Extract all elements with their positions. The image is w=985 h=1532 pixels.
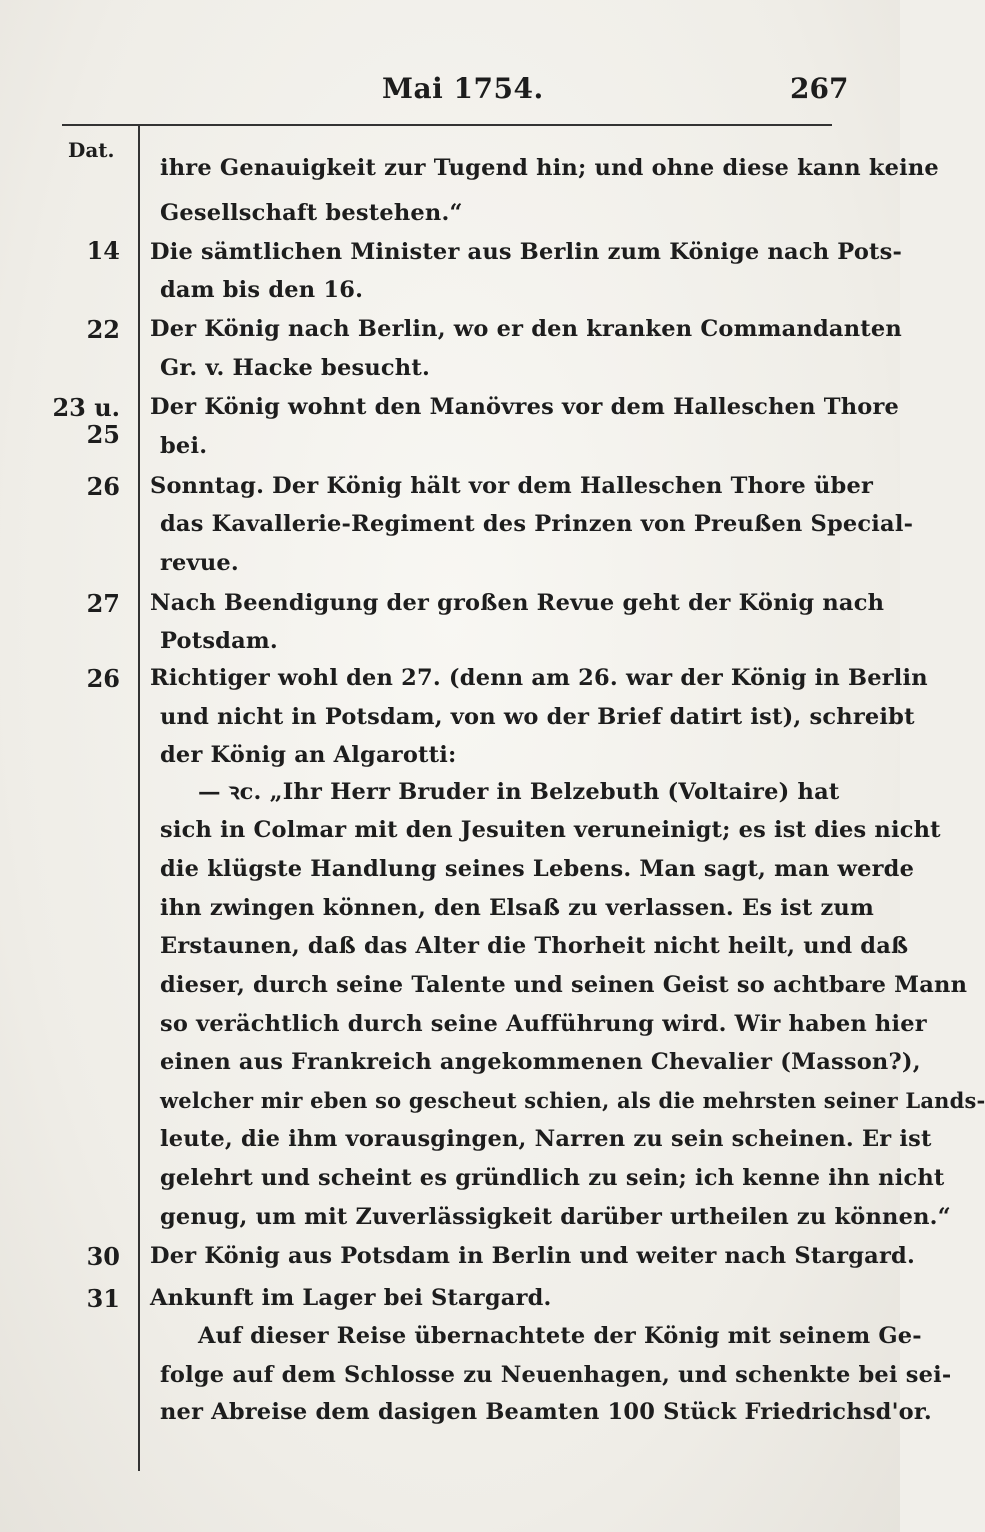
text-line: welcher mir eben so gescheut schien, als die mehrsten seiner Lands- xyxy=(160,1088,985,1113)
text-line: und nicht in Potsdam, von wo der Brief datirt ist), schreibt xyxy=(160,704,915,730)
date-label: 26 xyxy=(86,664,120,693)
text-line: sich in Colmar mit den Jesuiten veruneinigt; es ist dies nicht xyxy=(160,817,941,843)
date-label: 14 xyxy=(86,236,120,265)
text-line: so verächtlich durch seine Aufführung wird. Wir haben hier xyxy=(160,1011,927,1037)
date-label: 25 xyxy=(86,420,120,449)
text-line: revue. xyxy=(160,550,239,576)
text-line: die klügste Handlung seines Lebens. Man sagt, man werde xyxy=(160,856,915,882)
date-column-header: Dat. xyxy=(68,138,115,162)
text-line: Auf dieser Reise übernachtete der König mit seinem Ge- xyxy=(198,1323,922,1349)
text-line: Sonntag. Der König hält vor dem Halleschen Thore über xyxy=(150,473,874,499)
text-line: Gr. v. Hacke besucht. xyxy=(160,355,430,381)
date-label: 22 xyxy=(86,315,120,344)
text-line: Der König wohnt den Manövres vor dem Halleschen Thore xyxy=(150,394,900,420)
text-line: Erstaunen, daß das Alter die Thorheit nicht heilt, und daß xyxy=(160,933,909,959)
text-line: einen aus Frankreich angekommenen Chevalier (Masson?), xyxy=(160,1049,921,1075)
text-line: gelehrt und scheint es gründlich zu sein; ich kenne ihn nicht xyxy=(160,1165,945,1191)
text-line: der König an Algarotti: xyxy=(160,742,457,768)
date-label: 30 xyxy=(86,1242,120,1271)
text-line: bei. xyxy=(160,433,208,459)
text-line: folge auf dem Schlosse zu Neuenhagen, und schenkte bei sei- xyxy=(160,1362,952,1388)
text-line: — ꝛc. „Ihr Herr Bruder in Belzebuth (Voltaire) hat xyxy=(198,779,840,805)
text-line: Gesellschaft bestehen.“ xyxy=(160,200,463,226)
text-line: dam bis den 16. xyxy=(160,277,364,303)
text-line: Die sämtlichen Minister aus Berlin zum Könige nach Pots- xyxy=(150,239,903,265)
text-line: Der König aus Potsdam in Berlin und weiter nach Stargard. xyxy=(150,1243,915,1269)
text-line: ihn zwingen können, den Elsaß zu verlassen. Es ist zum xyxy=(160,895,875,921)
text-line: Ankunft im Lager bei Stargard. xyxy=(150,1285,552,1311)
text-line: das Kavallerie-Regiment des Prinzen von Preußen Special- xyxy=(160,511,914,537)
page-number: 267 xyxy=(790,72,849,105)
text-line: Nach Beendigung der großen Revue geht der König nach xyxy=(150,590,885,616)
date-label: 27 xyxy=(86,589,120,618)
text-line: leute, die ihm vorausgingen, Narren zu sein scheinen. Er ist xyxy=(160,1126,932,1152)
text-line: ihre Genauigkeit zur Tugend hin; und ohne diese kann keine xyxy=(160,155,939,181)
text-line: Der König nach Berlin, wo er den kranken Commandanten xyxy=(150,316,902,342)
text-line: genug, um mit Zuverlässigkeit darüber urtheilen zu können.“ xyxy=(160,1204,951,1230)
running-head: Mai 1754. xyxy=(382,72,544,105)
text-line: Richtiger wohl den 27. (denn am 26. war der König in Berlin xyxy=(150,665,928,691)
date-label: 23 u. xyxy=(52,393,120,422)
date-label: 31 xyxy=(86,1284,120,1313)
text-line: ner Abreise dem dasigen Beamten 100 Stück Friedrichsd'or. xyxy=(160,1399,932,1425)
date-label: 26 xyxy=(86,472,120,501)
text-line: Potsdam. xyxy=(160,628,278,654)
text-line: dieser, durch seine Talente und seinen Geist so achtbare Mann xyxy=(160,972,968,998)
